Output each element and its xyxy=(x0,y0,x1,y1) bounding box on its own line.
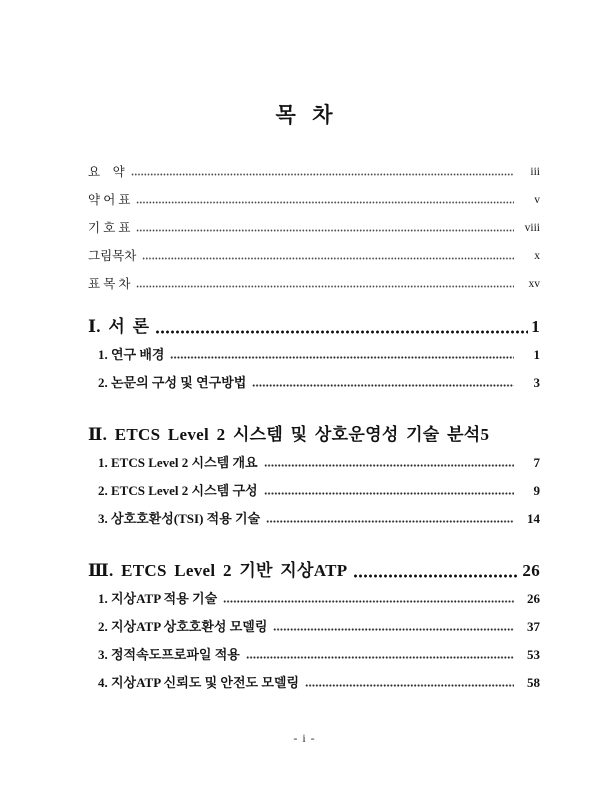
chapter-item-list xyxy=(88,592,540,690)
dot-leader xyxy=(273,628,514,631)
chapter-list xyxy=(88,315,540,690)
page-number-footer: - i - xyxy=(293,731,316,745)
dot-leader xyxy=(223,600,514,603)
dot-leader xyxy=(131,173,514,176)
toc-entry-label: 3. 정적속도프로파일 적용 xyxy=(98,647,240,662)
dot-leader xyxy=(266,520,514,523)
toc-entry-label: 요 약 xyxy=(88,165,125,179)
chapter-title: Ⅰ. 서 론 xyxy=(88,317,150,336)
toc-entry-label: 약 어 표 xyxy=(88,193,131,207)
toc-entry-page: 7 xyxy=(533,455,540,470)
toc-entry-page: 26 xyxy=(527,591,540,606)
toc-entry xyxy=(98,512,540,526)
dot-leader xyxy=(305,684,514,687)
toc-entry-label: 1. ETCS Level 2 시스템 개요 xyxy=(98,455,258,470)
toc-entry-label: 4. 지상ATP 신뢰도 및 안전도 모델링 xyxy=(98,675,300,690)
toc-entry xyxy=(88,166,540,179)
dot-leader xyxy=(264,492,514,495)
toc-entry-label: 3. 상호호환성(TSI) 적용 기술 xyxy=(98,511,261,526)
toc-entry xyxy=(98,376,540,390)
toc-entry-label: 2. 논문의 구성 및 연구방법 xyxy=(98,375,247,390)
toc-entry-label: 2. ETCS Level 2 시스템 구성 xyxy=(98,483,258,498)
toc-entry-page: 9 xyxy=(533,483,540,498)
chapter-block xyxy=(88,423,540,526)
dot-leader xyxy=(252,384,514,387)
toc-entry xyxy=(98,456,540,470)
chapter-heading xyxy=(88,559,540,582)
toc-entry-label: 표 목 차 xyxy=(88,277,131,291)
toc-entry-page: xv xyxy=(528,278,540,290)
chapter-title: Ⅲ. ETCS Level 2 기반 지상ATP xyxy=(88,561,348,580)
toc-entry xyxy=(98,648,540,662)
dot-leader xyxy=(353,574,519,578)
toc-entry-page: iii xyxy=(530,166,540,178)
chapter-item-list xyxy=(88,348,540,390)
dot-leader xyxy=(155,330,528,334)
page-title: 목 차 xyxy=(275,103,335,127)
chapter-title: Ⅱ. ETCS Level 2 시스템 및 상호운영성 기술 분석 xyxy=(88,425,481,444)
chapter-heading xyxy=(88,423,540,446)
toc-entry-label: 1. 연구 배경 xyxy=(98,347,165,362)
toc-entry-page: 37 xyxy=(527,619,540,634)
toc-entry-label: 기 호 표 xyxy=(88,221,131,235)
dot-leader xyxy=(142,257,514,260)
toc-entry xyxy=(88,222,540,235)
dot-leader xyxy=(264,464,514,467)
toc-entry-page: viii xyxy=(524,222,540,234)
toc-entry-page: 3 xyxy=(533,375,540,390)
toc-entry-page: 53 xyxy=(527,647,540,662)
chapter-heading xyxy=(88,315,540,338)
chapter-block xyxy=(88,315,540,390)
dot-leader xyxy=(136,285,514,288)
toc-entry-page: 14 xyxy=(527,511,540,526)
dot-leader xyxy=(246,656,514,659)
dot-leader xyxy=(136,229,514,232)
toc-entry-label: 그림목차 xyxy=(88,249,137,263)
chapter-page: 26 xyxy=(522,561,540,580)
toc-entry-label: 2. 지상ATP 상호호환성 모델링 xyxy=(98,619,268,634)
toc-entry xyxy=(98,484,540,498)
chapter-block xyxy=(88,559,540,690)
dot-leader xyxy=(136,201,514,204)
chapter-item-list xyxy=(88,456,540,526)
front-matter-list xyxy=(88,166,540,291)
chapter-page: 1 xyxy=(531,317,540,336)
toc-entry xyxy=(88,250,540,263)
dot-leader xyxy=(170,356,514,359)
toc-entry-page: 1 xyxy=(533,347,540,362)
toc-entry-page: v xyxy=(534,194,540,206)
toc-entry-page: x xyxy=(534,250,540,262)
toc-entry xyxy=(98,348,540,362)
toc-entry xyxy=(88,194,540,207)
toc-entry xyxy=(98,620,540,634)
toc-entry xyxy=(98,592,540,606)
chapter-page: 5 xyxy=(480,425,490,444)
toc-entry-page: 58 xyxy=(527,675,540,690)
toc-entry-label: 1. 지상ATP 적용 기술 xyxy=(98,591,218,606)
toc-entry xyxy=(98,676,540,690)
toc-entry xyxy=(88,278,540,291)
